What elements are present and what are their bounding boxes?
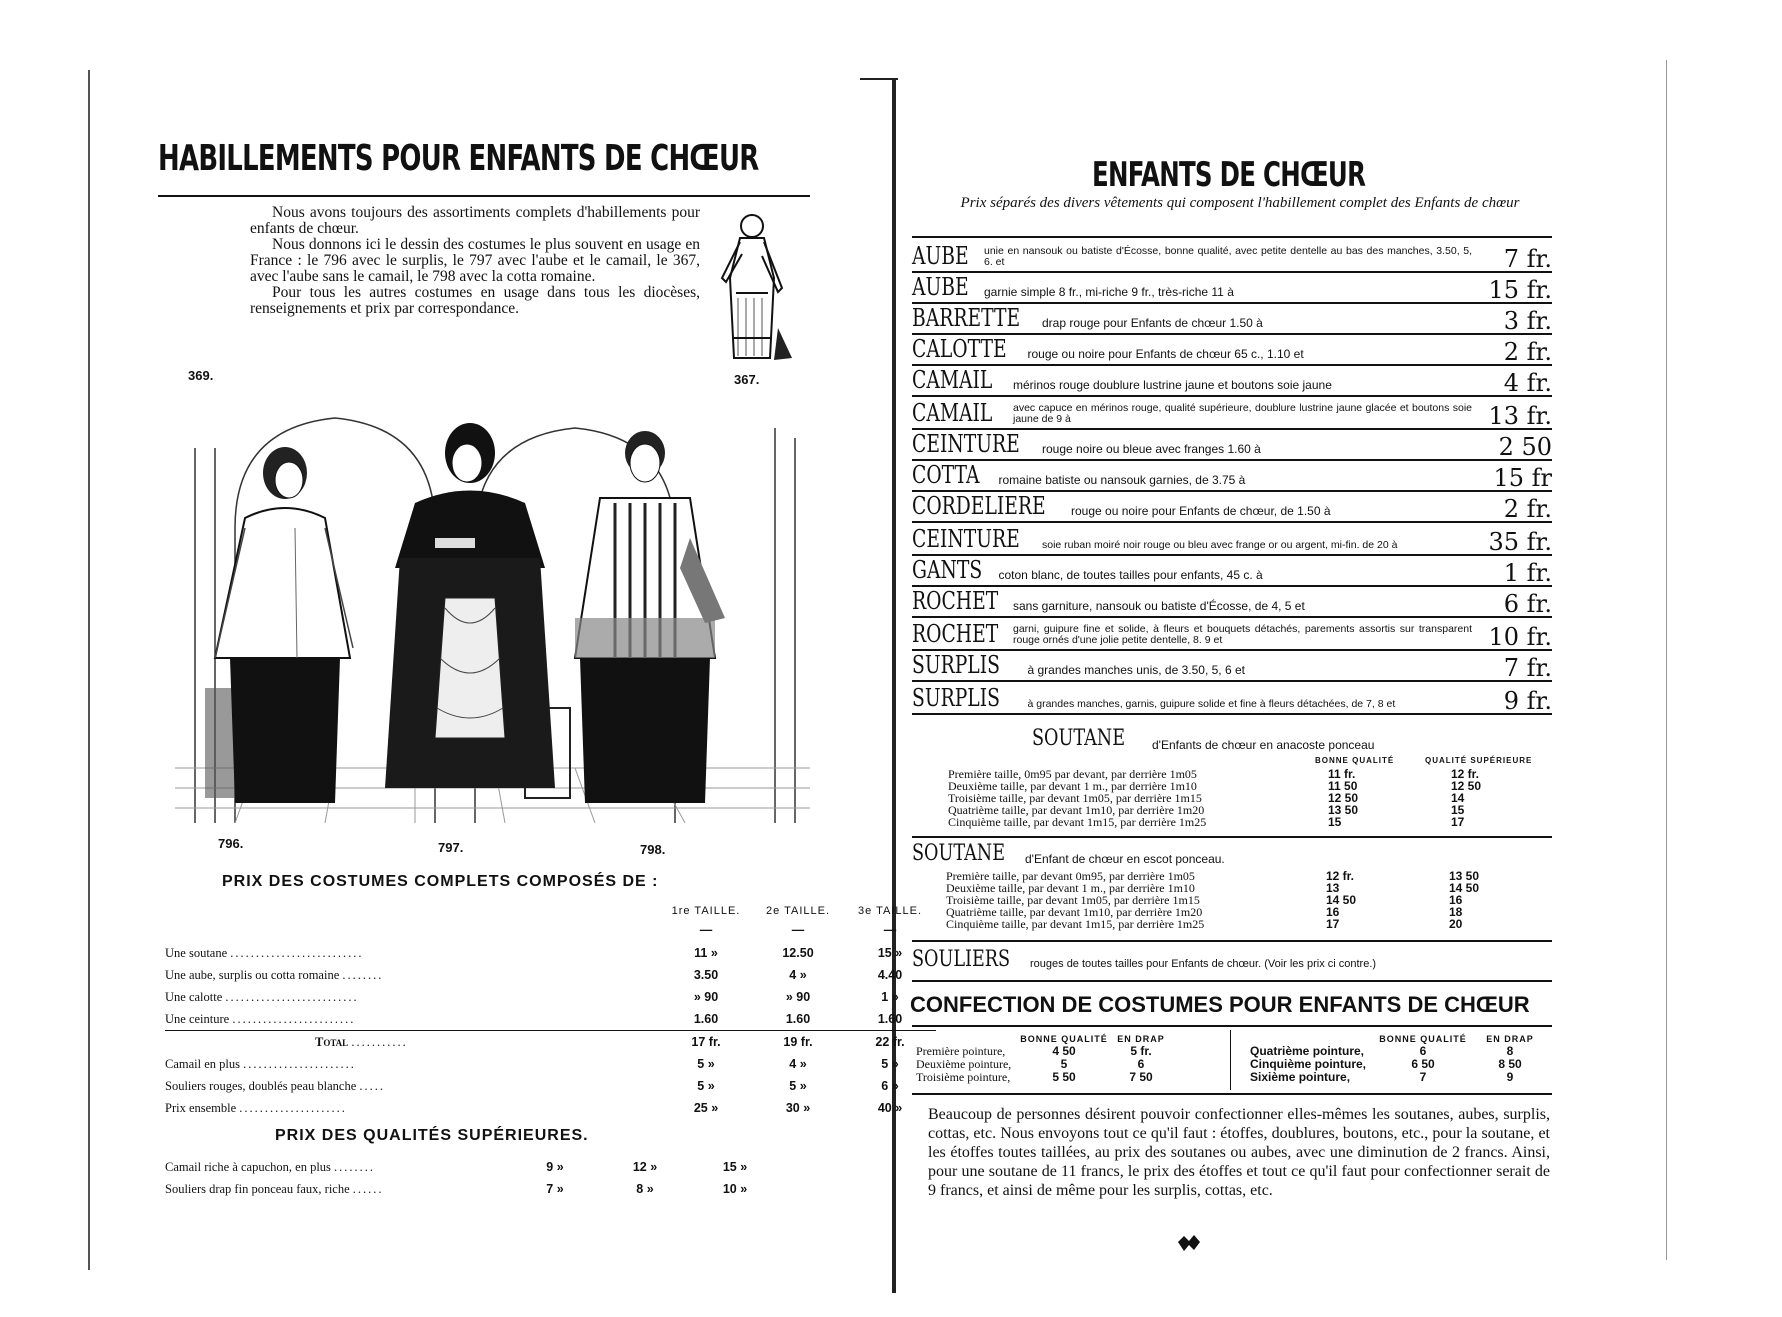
row-label: Quatrième pointure,	[1250, 1044, 1365, 1058]
row-label: Troisième taille, par devant 1m05, par derrière 1m15	[948, 791, 1202, 805]
row-label: Première taille, 0m95 par devant, par derrière 1m05	[948, 767, 1197, 781]
price-cell: 9 »	[546, 1160, 564, 1174]
price-cell: 16	[1449, 893, 1463, 907]
row-label: Une calotte	[165, 989, 223, 1004]
price-cell: 6	[1137, 1057, 1145, 1071]
item-name: ROCHET	[912, 620, 999, 648]
intro-paragraph: Nous avons toujours des assortiments complets d'habillements pour enfants de chœur.	[250, 204, 700, 237]
spine-top-rule	[860, 78, 898, 80]
price-cell: 8	[1506, 1044, 1514, 1058]
item-price: 6 fr.	[1503, 590, 1552, 618]
superior-prices-heading: PRIX DES QUALITÉS SUPÉRIEURES.	[275, 1127, 589, 1144]
price-list-row	[912, 587, 1552, 618]
item-description: garni, guipure fine et solide, à fleurs et bouquets détachés, parements assortis sur transparent rouge ornés d'une jolie petite dentelle, 8. 9 et	[1013, 623, 1472, 646]
row-label: Prix ensemble	[165, 1100, 237, 1115]
item-price: 2 fr.	[1503, 495, 1552, 523]
column-header: EN DRAP	[1486, 1034, 1534, 1044]
price-list-row	[912, 682, 1552, 715]
table-row: Une calotte .......................... » 90 » 90 1 »	[165, 986, 936, 1008]
item-name: CORDELIERE	[912, 492, 1046, 520]
intro-paragraph: Nous donnons ici le dessin des costumes le plus souvent en usage en France : le 796 avec le surplis, le 797 avec l'aube et le camail, le 367, avec l'aube sans le camail, le 798 avec la cotta romaine.	[250, 236, 700, 285]
price-cell: 6 50	[1411, 1057, 1435, 1071]
confection-bottom-rule	[912, 1093, 1552, 1095]
price-cell: 7 50	[1129, 1070, 1153, 1084]
row-label: Deuxième taille, par devant 1 m., par derrière 1m10	[948, 779, 1197, 793]
complete-prices-heading: PRIX DES COSTUMES COMPLETS COMPOSÉS DE :	[222, 873, 659, 890]
price-cell: 17	[1451, 815, 1465, 829]
price-cell: 1.60	[785, 1012, 811, 1026]
soutane-rule	[912, 836, 1552, 838]
price-cell: 5 »	[789, 1079, 807, 1093]
price-cell: 7	[1419, 1070, 1427, 1084]
total-cell: 17 fr.	[691, 1035, 721, 1049]
right-page-subtitle: Prix séparés des divers vêtements qui composent l'habillement complet des Enfants de chœur	[960, 195, 1520, 211]
item-price: 2 50	[1498, 433, 1552, 461]
table-row: Une soutane .......................... 11 » 12.50 15 »	[165, 942, 936, 964]
item-price: 3 fr.	[1503, 307, 1552, 335]
item-price: 9 fr.	[1503, 687, 1552, 715]
item-name: SURPLIS	[912, 684, 1000, 712]
item-name: CEINTURE	[912, 525, 1020, 553]
item-description: rouge ou noire pour Enfants de chœur, de 1.50 à	[1071, 504, 1331, 518]
item-description: garnie simple 8 fr., mi-riche 9 fr., très-riche 11 à	[984, 285, 1234, 299]
item-name: SURPLIS	[912, 651, 1000, 679]
price-cell: 16	[1326, 905, 1340, 919]
title-rule	[158, 195, 810, 197]
soutane-rule	[912, 940, 1552, 942]
figure-number-367: 367.	[734, 372, 760, 387]
price-cell: 3.50	[693, 968, 719, 982]
price-cell: 15 »	[877, 946, 903, 960]
column-header: EN DRAP	[1117, 1034, 1165, 1044]
price-cell: 13	[1326, 881, 1340, 895]
price-cell: 20	[1449, 917, 1463, 931]
item-description: sans garniture, nansouk ou batiste d'Écosse, de 4, 5 et	[1013, 599, 1305, 613]
row-label: Cinquième taille, par devant 1m15, par derrière 1m25	[948, 815, 1207, 829]
price-cell: 12 fr.	[1451, 767, 1480, 781]
total-row: Total ........... 17 fr. 19 fr. 22 fr.	[165, 1031, 936, 1054]
row-label: Première taille, par devant 0m95, par derrière 1m05	[946, 869, 1195, 883]
price-cell: 12 fr.	[1326, 869, 1355, 883]
price-cell: 1.60	[877, 1012, 903, 1026]
item-price: 13 fr.	[1488, 402, 1552, 430]
total-cell: 22 fr.	[875, 1035, 905, 1049]
item-price: 15 fr.	[1488, 276, 1552, 304]
price-cell: 14 50	[1449, 881, 1480, 895]
price-list-row	[912, 273, 1552, 304]
item-name: CEINTURE	[912, 430, 1020, 458]
item-price: 7 fr.	[1503, 245, 1552, 273]
confection-title: CONFECTION DE COSTUMES POUR ENFANTS DE CHŒUR	[910, 992, 1530, 1017]
item-description: rouge ou noire pour Enfants de chœur 65 c., 1.10 et	[1027, 347, 1304, 361]
price-list-row	[912, 523, 1552, 556]
item-description: rouge noire ou bleue avec franges 1.60 à	[1042, 442, 1261, 456]
item-price: 4 fr.	[1503, 369, 1552, 397]
left-page-title: HABILLEMENTS POUR ENFANTS DE CHŒUR	[158, 138, 759, 179]
item-price: 35 fr.	[1488, 528, 1552, 556]
row-label: Cinquième pointure,	[1250, 1057, 1367, 1071]
price-cell: 13 50	[1328, 803, 1359, 817]
closing-paragraph: Beaucoup de personnes désirent pouvoir confectionner elles-mêmes les soutanes, aubes, surplis, cottas, etc. Nous envoyons tout ce qu'il faut : étoffes, doublures, boutons, etc., pour la soutane, et les étoffes toutes taillées, au prix des soutanes ou aubes, avec une diminution de 2 francs. Ainsi, pour une soutane de 11 francs, le prix des étoffes et tout ce qu'il faut pour confectionner serait de 9 francs, et ainsi de même pour les surplis, cottas, etc.	[928, 1106, 1550, 1199]
superior-prices-table	[165, 1156, 780, 1200]
price-list-row	[912, 492, 1552, 523]
soutane-size-table	[946, 870, 1509, 930]
row-label: Camail riche à capuchon, en plus	[165, 1159, 331, 1174]
price-cell: 12 50	[1451, 779, 1482, 793]
item-description: avec capuce en mérinos rouge, qualité supérieure, doublure lustrine jaune glacée et boutons soie jaune de 9 à	[1013, 402, 1472, 425]
price-cell: 4 »	[789, 968, 807, 982]
row-label: Camail en plus	[165, 1056, 240, 1071]
price-list-row	[912, 618, 1552, 651]
price-cell: 10 »	[722, 1182, 748, 1196]
price-cell: 11 50	[1328, 779, 1358, 793]
item-name: AUBE	[912, 242, 969, 270]
price-list-row	[912, 430, 1552, 461]
price-cell: 8 »	[636, 1182, 654, 1196]
row-label: Troisième taille, par devant 1m05, par derrière 1m15	[946, 893, 1200, 907]
price-cell: 1 »	[881, 990, 899, 1004]
price-cell: 5 »	[881, 1057, 899, 1071]
ornament-icon	[1176, 1232, 1202, 1254]
column-header: BONNE QUALITÉ	[1379, 1034, 1467, 1044]
soutane-size-table	[948, 768, 1511, 828]
table-row	[1250, 1071, 1541, 1084]
price-cell: 12 50	[1328, 791, 1359, 805]
price-cell: 25 »	[693, 1101, 719, 1115]
row-label: Deuxième pointure,	[916, 1057, 1012, 1071]
row-label: Troisième pointure,	[916, 1070, 1011, 1084]
price-list-row	[912, 556, 1552, 587]
price-cell: 1.60	[693, 1012, 719, 1026]
table-row: Camail riche à capuchon, en plus ........ 9 » 12 » 15 »	[165, 1156, 780, 1178]
item-description: unie en nansouk ou batiste d'Écosse, bonne qualité, avec petite dentelle au bas des manches, 3.50, 5, 6. et	[984, 245, 1472, 268]
price-list-row	[912, 397, 1552, 430]
price-cell: 9	[1506, 1070, 1514, 1084]
price-cell: 14	[1451, 791, 1465, 805]
table-row: Camail en plus ...................... 5 » 4 » 5 »	[165, 1053, 936, 1075]
row-label: Première pointure,	[916, 1044, 1006, 1058]
item-description: à grandes manches unis, de 3.50, 5, 6 et	[1027, 663, 1245, 677]
confection-table-right	[1250, 1033, 1541, 1084]
table-row: Souliers drap fin ponceau faux, riche ...... 7 » 8 » 10 »	[165, 1178, 780, 1200]
item-name: COTTA	[912, 461, 980, 489]
price-cell: 30 »	[785, 1101, 811, 1115]
choirboy-367-illustration	[712, 208, 794, 368]
table-row: Une ceinture ........................ 1.60 1.60 1.60	[165, 1008, 936, 1031]
table-row: Une aube, surplis ou cotta romaine ........ 3.50 4 » 4.40	[165, 964, 936, 986]
row-label: Deuxième taille, par devant 1 m., par derrière 1m10	[946, 881, 1195, 895]
price-cell: 8 50	[1498, 1057, 1522, 1071]
item-description: à grandes manches, garnis, guipure solide et fine à fleurs détachées, de 7, 8 et	[1027, 698, 1396, 710]
item-name: GANTS	[912, 556, 983, 584]
column-header: 2e TAILLE.	[765, 905, 831, 917]
quality-column-header: QUALITÉ SUPÉRIEURE	[1425, 756, 1533, 765]
price-cell: 12 »	[632, 1160, 658, 1174]
price-cell: 11 fr.	[1328, 767, 1356, 781]
price-cell: 6	[1419, 1044, 1427, 1058]
table-row	[948, 816, 1511, 828]
figure-number-369: 369.	[188, 368, 214, 383]
complete-prices-table: 1re TAILLE. 2e TAILLE. 3e TAILLE. — — — Une soutane .......................... 11 » 12.50 15 » Une aube, surplis ou cotta romaine ........ 3.50 4 » 4.40 Une calotte .......................... » 90 » 90 1 » Une ceinture ........................ 1.60 1.60 1.60 Total ........... 17 fr. 19 fr. 22 fr. Camail en plus ...................... 5 » 4 » 5 » Souliers rouges, doublés peau blanche ..... 5 » 5 » 6 » Prix ensemble ..................... 25 » 30 » 40 »	[165, 904, 936, 1119]
souliers-heading: SOULIERS	[912, 947, 1011, 972]
souliers-rule	[912, 980, 1552, 982]
price-cell: 5 50	[1052, 1070, 1076, 1084]
price-cell: 6 »	[881, 1079, 899, 1093]
item-name: CAMAIL	[912, 366, 993, 394]
row-label: Sixième pointure,	[1250, 1070, 1351, 1084]
item-price: 2 fr.	[1503, 338, 1552, 366]
price-list-row	[912, 366, 1552, 397]
row-label: Quatrième taille, par devant 1m10, par derrière 1m20	[946, 905, 1203, 919]
quality-column-header: BONNE QUALITÉ	[1315, 756, 1395, 765]
price-cell: 4 »	[789, 1057, 807, 1071]
price-cell: 5	[1060, 1057, 1068, 1071]
right-scan-edge	[1666, 60, 1667, 1260]
item-description: romaine batiste ou nansouk garnies, de 3.75 à	[998, 473, 1246, 487]
item-price: 10 fr.	[1488, 623, 1552, 651]
price-cell: 7 »	[546, 1182, 564, 1196]
row-label: Une soutane	[165, 945, 228, 960]
row-label: Quatrième taille, par devant 1m10, par derrière 1m20	[948, 803, 1205, 817]
total-cell: 19 fr.	[783, 1035, 813, 1049]
soutane-heading: SOUTANE	[912, 841, 1006, 866]
price-cell: 17	[1326, 917, 1340, 931]
confection-divider	[1230, 1030, 1231, 1090]
price-cell: 5 »	[697, 1079, 715, 1093]
figure-number-798: 798.	[640, 842, 666, 857]
table-row: Prix ensemble ..................... 25 » 30 » 40 »	[165, 1097, 936, 1119]
price-cell: 5 fr.	[1130, 1044, 1152, 1058]
row-label: Souliers rouges, doublés peau blanche	[165, 1078, 357, 1093]
soutane-heading: SOUTANE	[1032, 726, 1126, 751]
price-cell: 15 »	[722, 1160, 748, 1174]
soutane-description: d'Enfant de chœur en escot ponceau.	[1025, 852, 1225, 866]
item-name: ROCHET	[912, 587, 999, 615]
item-description: coton blanc, de toutes tailles pour enfants, 45 c. à	[998, 568, 1263, 582]
column-header: 3e TAILLE.	[857, 905, 923, 917]
price-cell: 15	[1328, 815, 1342, 829]
table-row: Souliers rouges, doublés peau blanche ..... 5 » 5 » 6 »	[165, 1075, 936, 1097]
price-list-row	[912, 304, 1552, 335]
confection-table-left	[916, 1033, 1172, 1084]
column-header: 1re TAILLE.	[671, 905, 741, 917]
price-cell: 5 »	[697, 1057, 715, 1071]
price-list-row	[912, 461, 1552, 492]
choirboys-engraving	[175, 408, 810, 823]
item-name: BARRETTE	[912, 304, 1021, 332]
price-cell: 4 50	[1052, 1044, 1076, 1058]
item-name: AUBE	[912, 273, 969, 301]
price-cell: 13 50	[1449, 869, 1480, 883]
item-name: CAMAIL	[912, 399, 993, 427]
row-label: Une ceinture	[165, 1011, 230, 1026]
left-scan-edge	[88, 70, 90, 1270]
confection-rule	[912, 1025, 1552, 1027]
table-header-row	[165, 904, 936, 918]
figure-number-796: 796.	[218, 836, 244, 851]
price-cell: 18	[1449, 905, 1463, 919]
items-top-rule	[912, 236, 1552, 238]
table-row	[916, 1071, 1172, 1084]
table-row	[946, 918, 1509, 930]
right-page-title: ENFANTS DE CHŒUR	[1092, 155, 1366, 195]
souliers-description: rouges de toutes tailles pour Enfants de chœur. (Voir les prix ci contre.)	[1030, 958, 1377, 970]
price-cell: 12.50	[782, 946, 814, 960]
column-header: BONNE QUALITÉ	[1020, 1034, 1108, 1044]
item-description: drap rouge pour Enfants de chœur 1.50 à	[1042, 316, 1263, 330]
price-cell: 40 »	[877, 1101, 903, 1115]
price-list-row	[912, 240, 1552, 273]
price-list-row	[912, 335, 1552, 366]
row-label: Souliers drap fin ponceau faux, riche	[165, 1181, 350, 1196]
price-cell: 11 »	[694, 946, 718, 960]
row-label: Cinquième taille, par devant 1m15, par derrière 1m25	[946, 917, 1205, 931]
item-price: 7 fr.	[1503, 654, 1552, 682]
total-label: Total	[315, 1034, 349, 1049]
price-list-row	[912, 651, 1552, 682]
item-price: 1 fr.	[1503, 559, 1552, 587]
price-cell: » 90	[693, 990, 719, 1004]
item-price: 15 fr	[1493, 464, 1552, 492]
item-description: mérinos rouge doublure lustrine jaune et boutons soie jaune	[1013, 378, 1332, 392]
soutane-description: d'Enfants de chœur en anacoste ponceau	[1152, 738, 1375, 752]
price-cell: » 90	[785, 990, 811, 1004]
price-cell: 15	[1451, 803, 1465, 817]
figure-number-797: 797.	[438, 840, 464, 855]
price-cell: 14 50	[1326, 893, 1357, 907]
item-name: CALOTTE	[912, 335, 1007, 363]
item-description: soie ruban moiré noir rouge ou bleu avec frange or ou argent, mi-fin. de 20 à	[1042, 539, 1398, 551]
price-cell: 4.40	[877, 968, 903, 982]
intro-text	[250, 205, 700, 317]
intro-paragraph: Pour tous les autres costumes en usage dans tous les diocèses, renseignements et prix par correspondance.	[250, 284, 700, 317]
row-label: Une aube, surplis ou cotta romaine	[165, 967, 340, 982]
